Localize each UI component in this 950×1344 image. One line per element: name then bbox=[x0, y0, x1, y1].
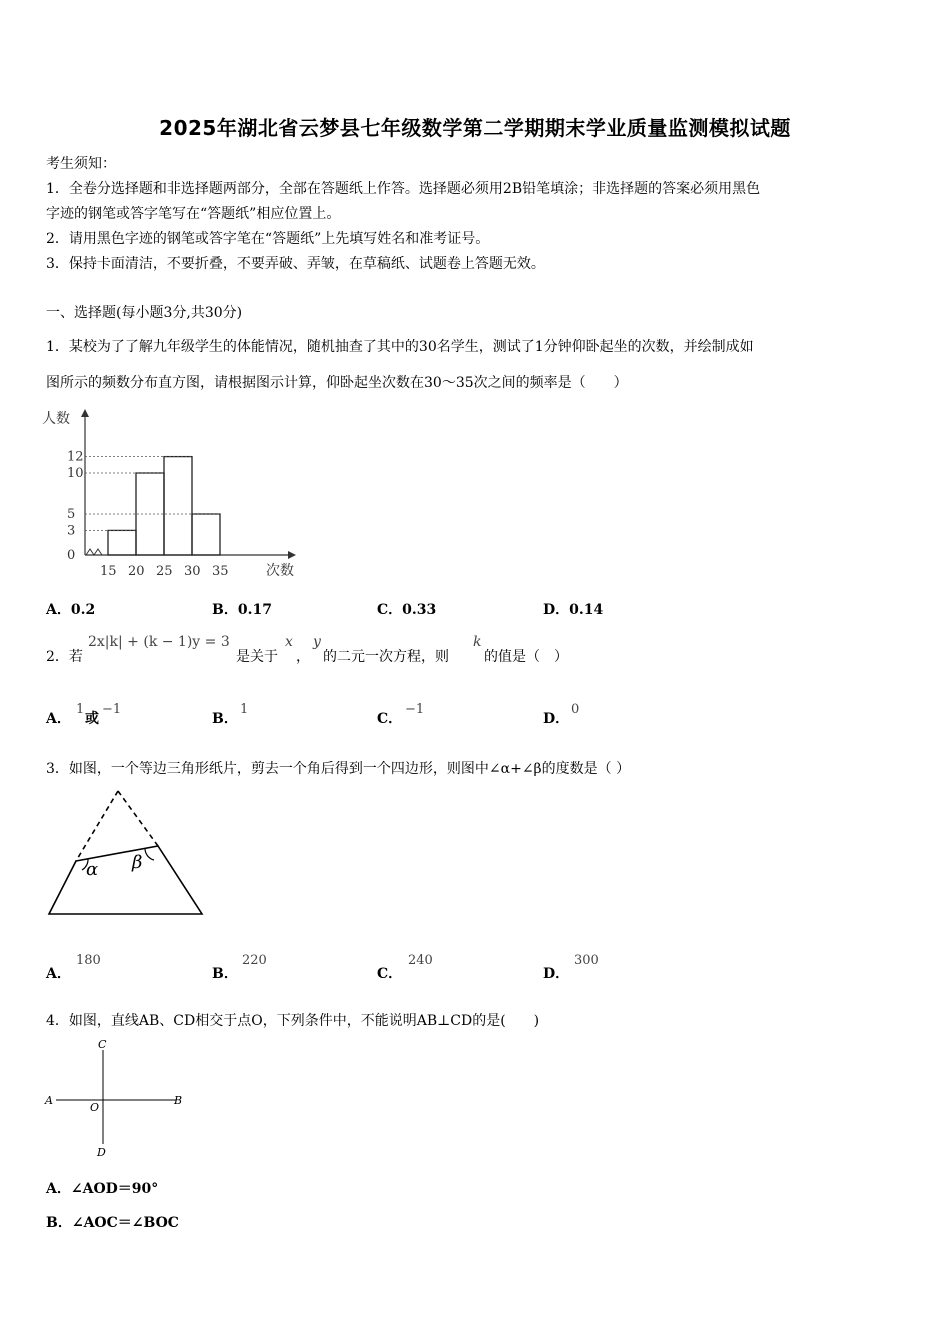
histogram-bar bbox=[108, 530, 136, 555]
y-axis-arrow bbox=[81, 409, 89, 417]
y-tick-label: 10 bbox=[67, 466, 84, 481]
label-d: D bbox=[97, 1146, 106, 1159]
y-tick-label: 3 bbox=[67, 523, 76, 539]
q2-mid2: 的二元一次方程，则 bbox=[323, 649, 449, 665]
beta-arc bbox=[145, 848, 154, 860]
q2-equation: 2x|k| + (k − 1)y = 3 bbox=[88, 634, 230, 650]
quadrilateral bbox=[49, 846, 202, 914]
histogram-bar bbox=[164, 457, 192, 555]
q4-text: 4．如图，直线AB、CD相交于点O，下列条件中，不能说明AB⊥CD的是( ) bbox=[46, 1013, 540, 1029]
notice-item-1: 1．全卷分选择题和非选择题两部分，全部在答题纸上作答。选择题必须用2B铅笔填涂；非选择题的答案必须用黑色 bbox=[46, 181, 761, 197]
q4-option-b[interactable]: B．∠AOC＝∠BOC bbox=[46, 1215, 179, 1231]
notice-item-3: 3．保持卡面清洁，不要折叠，不要弄破、弄皱，在草稿纸、试题卷上答题无效。 bbox=[46, 256, 545, 272]
y-tick-label: 0 bbox=[67, 548, 76, 563]
q2-comma: ， bbox=[296, 649, 310, 665]
x-tick-label: 15 bbox=[100, 564, 117, 579]
histogram-bar bbox=[192, 514, 220, 555]
axis-break bbox=[86, 549, 102, 555]
cut-left-dashed-edge bbox=[76, 791, 118, 861]
q2-prefix: 2．若 bbox=[46, 649, 83, 665]
x-tick-label: 35 bbox=[212, 564, 229, 579]
label-o: O bbox=[90, 1101, 100, 1114]
q1-option-a[interactable]: A．0.2 bbox=[46, 602, 96, 618]
y-axis-title: 人数 bbox=[42, 411, 70, 427]
y-tick-label: 12 bbox=[67, 449, 84, 465]
y-tick-label: 5 bbox=[67, 507, 76, 522]
label-c: C bbox=[98, 1038, 107, 1051]
q2-suffix: 的值是（ ） bbox=[484, 649, 568, 665]
q1-text-line2: 图所示的频数分布直方图，请根据图示计算，仰卧起坐次数在30～35次之间的频率是（ ） bbox=[46, 375, 628, 391]
label-a: A bbox=[45, 1094, 53, 1107]
histogram-chart bbox=[40, 405, 310, 585]
q3-text: 3．如图，一个等边三角形纸片，剪去一个角后得到一个四边形，则图中∠α+∠β的度数是（ ） bbox=[46, 761, 631, 777]
notice-heading: 考生须知： bbox=[46, 156, 116, 172]
beta-label: β bbox=[132, 852, 143, 873]
x-tick-label: 30 bbox=[184, 564, 201, 579]
section-heading: 一、选择题(每小题3分,共30分) bbox=[46, 305, 243, 321]
q2-mid1: 是关于 bbox=[236, 649, 278, 665]
q2-var-y: y bbox=[313, 634, 321, 650]
triangle-figure bbox=[44, 786, 209, 921]
x-tick-label: 20 bbox=[128, 564, 145, 579]
cut-right-dashed-edge bbox=[118, 791, 158, 846]
q1-text-line1: 1．某校为了了解九年级学生的体能情况，随机抽查了其中的30名学生，测试了1分钟仰卧起坐的次数，并绘制成如 bbox=[46, 339, 754, 355]
perpendicular-lines-figure bbox=[40, 1036, 190, 1161]
q1-option-d[interactable]: D．0.14 bbox=[543, 602, 604, 618]
label-b: B bbox=[174, 1094, 183, 1107]
q1-option-c[interactable]: C．0.33 bbox=[377, 602, 437, 618]
q1-option-b[interactable]: B．0.17 bbox=[212, 602, 272, 618]
q4-option-a[interactable]: A．∠AOD＝90° bbox=[46, 1181, 159, 1197]
alpha-label: α bbox=[86, 859, 99, 880]
x-axis-title: 次数 bbox=[266, 563, 294, 579]
page-title: 2025年湖北省云梦县七年级数学第二学期期末学业质量监测模拟试题 bbox=[159, 116, 791, 140]
notice-item-1-cont: 字迹的钢笔或答字笔写在“答题纸”相应位置上。 bbox=[46, 206, 341, 222]
notice-item-2: 2．请用黑色字迹的钢笔或答字笔在“答题纸”上先填写姓名和准考证号。 bbox=[46, 231, 490, 247]
x-tick-label: 25 bbox=[156, 564, 173, 579]
q2-var-k: k bbox=[473, 634, 482, 650]
q2-var-x: x bbox=[285, 634, 293, 650]
x-axis-arrow bbox=[288, 551, 296, 559]
